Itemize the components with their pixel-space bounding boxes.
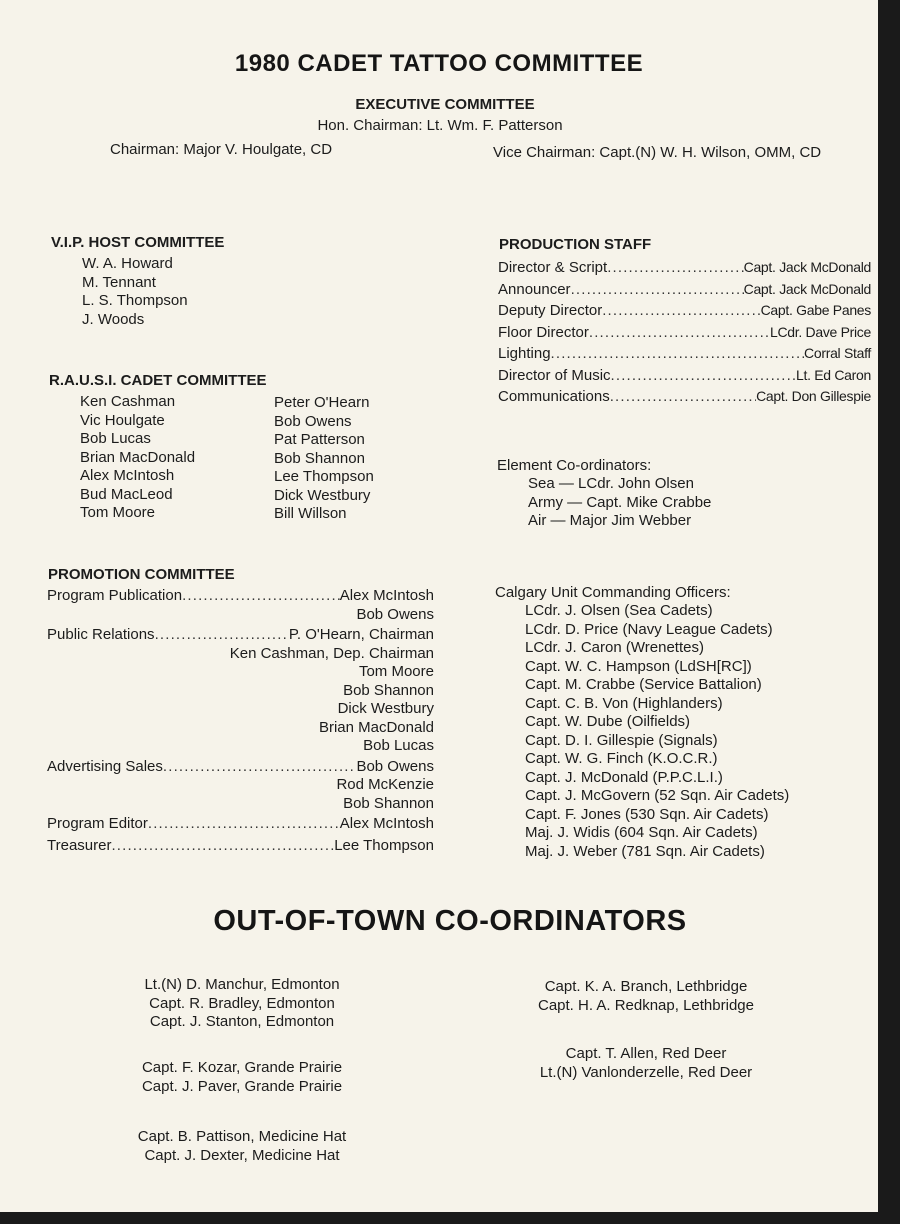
- calgary-officer: Capt. J. McGovern (52 Sqn. Air Cadets): [525, 787, 790, 804]
- rausi-member: Brian MacDonald: [80, 448, 196, 466]
- calgary-officer: Maj. J. Weber (781 Sqn. Air Cadets): [525, 842, 765, 860]
- rausi-member: Dick Westbury: [274, 486, 371, 504]
- out-of-town-heading: OUT-OF-TOWN CO-ORDINATORS: [213, 905, 687, 937]
- production-value: Capt. Jack McDonald: [743, 280, 871, 297]
- promotion-label: Program Editor: [47, 815, 148, 832]
- calgary-officer: LCdr. J. Caron (Wrenettes): [525, 639, 704, 656]
- vip-member: W. A. Howard: [82, 255, 173, 272]
- calgary-officer: Capt. J. McDonald (P.P.C.L.I.): [525, 768, 723, 786]
- chairman: Chairman: Major V. Houlgate, CD: [110, 141, 333, 158]
- coordinator: Lt.(N) Vanlonderzelle, Red Deer: [539, 1063, 753, 1081]
- production-label: Director & Script: [498, 259, 608, 276]
- promotion-value: Bob Shannon: [343, 681, 434, 699]
- calgary-officer: LCdr. D. Price (Navy League Cadets): [525, 620, 773, 638]
- coordinator: Capt. F. Kozar, Grande Prairie: [141, 1059, 343, 1076]
- calgary-list: [525, 602, 789, 861]
- production-label: Director of Music: [498, 366, 611, 384]
- rausi-member: Pat Patterson: [274, 431, 365, 448]
- dot-leader: [607, 257, 743, 279]
- production-list: [498, 257, 871, 408]
- calgary-heading: Calgary Unit Commanding Officers:: [495, 584, 731, 601]
- promotion-value: Ken Cashman, Dep. Chairman: [229, 644, 434, 662]
- promotion-label: Treasurer: [47, 836, 112, 854]
- rausi-member: Bob Owens: [274, 412, 352, 430]
- production-label: Announcer: [498, 280, 571, 298]
- rausi-member: Lee Thompson: [274, 468, 374, 485]
- calgary-officer: Maj. J. Widis (604 Sqn. Air Cadets): [525, 824, 758, 841]
- coordinator: Capt. J. Dexter, Medicine Hat: [144, 1146, 340, 1164]
- production-label: Deputy Director: [498, 302, 603, 319]
- medicine-hat-group: [92, 1128, 392, 1165]
- promotion-value: Alex McIntosh: [339, 815, 434, 832]
- rausi-member: Peter O'Hearn: [274, 394, 370, 411]
- page-title: 1980 CADET TATTOO COMMITTEE: [234, 50, 644, 77]
- red-deer-group: [496, 1045, 796, 1082]
- production-heading: PRODUCTION STAFF: [499, 236, 652, 253]
- rausi-member: Ken Cashman: [80, 393, 176, 410]
- rausi-heading: R.A.U.S.I. CADET COMMITTEE: [49, 372, 267, 389]
- vip-member: J. Woods: [82, 310, 145, 328]
- production-value: LCdr. Dave Price: [769, 323, 871, 340]
- production-row: [498, 322, 871, 344]
- dot-leader: [589, 322, 770, 344]
- production-row: [498, 365, 871, 387]
- dot-leader: [182, 587, 340, 606]
- elements-heading: Element Co-ordinators:: [497, 457, 652, 474]
- promotion-row: [47, 837, 434, 856]
- production-row: [498, 386, 871, 408]
- dot-leader: [610, 386, 756, 408]
- dot-leader: [551, 343, 805, 365]
- rausi-member: Bob Lucas: [80, 430, 151, 447]
- coordinator: Lt.(N) D. Manchur, Edmonton: [144, 976, 340, 993]
- calgary-officer: Capt. C. B. Von (Highlanders): [525, 694, 723, 712]
- promotion-row: [47, 626, 434, 645]
- calgary-officer: Capt. W. C. Hampson (LdSH[RC]): [525, 657, 752, 675]
- production-value: Lt. Ed Caron: [796, 366, 871, 383]
- promotion-value: Bob Owens: [356, 757, 434, 775]
- coordinator: Capt. K. A. Branch, Lethbridge: [544, 978, 748, 995]
- promotion-value: Rod McKenzie: [336, 776, 434, 793]
- coordinator: Capt. T. Allen, Red Deer: [565, 1045, 727, 1062]
- production-value: Capt. Don Gillespie: [756, 388, 871, 404]
- dot-leader: [111, 837, 334, 856]
- vip-members: [82, 255, 188, 329]
- hon-chairman: Hon. Chairman: Lt. Wm. F. Patterson: [317, 117, 563, 134]
- production-label: Lighting: [498, 345, 551, 362]
- grande-prairie-group: [92, 1059, 392, 1096]
- promotion-label: Public Relations: [47, 626, 155, 643]
- promotion-label: Program Publication: [47, 587, 183, 604]
- calgary-officer: Capt. D. I. Gillespie (Signals): [525, 731, 718, 749]
- coordinator: Capt. J. Stanton, Edmonton: [149, 1013, 335, 1030]
- promotion-value: Bob Lucas: [363, 737, 434, 754]
- executive-heading: EXECUTIVE COMMITTEE: [355, 96, 535, 113]
- dot-leader: [163, 758, 357, 777]
- calgary-officer: Capt. M. Crabbe (Service Battalion): [525, 676, 762, 693]
- vice-chairman: Vice Chairman: Capt.(N) W. H. Wilson, OMM, CD: [493, 144, 822, 161]
- promotion-heading: PROMOTION COMMITTEE: [48, 566, 235, 583]
- vip-member: M. Tennant: [82, 273, 156, 291]
- rausi-member: Bill Willson: [274, 505, 347, 522]
- calgary-officer: Capt. W. G. Finch (K.O.C.R.): [525, 750, 718, 767]
- rausi-member: Vic Houlgate: [80, 411, 165, 429]
- dot-leader: [571, 279, 744, 301]
- edmonton-group: [92, 976, 392, 1032]
- coordinator: Capt. R. Bradley, Edmonton: [149, 994, 335, 1012]
- production-row: [498, 279, 871, 301]
- production-row: [498, 343, 871, 365]
- rausi-col1: [80, 393, 195, 523]
- dot-leader: [611, 365, 796, 387]
- promotion-row: [47, 815, 434, 834]
- rausi-member: Tom Moore: [80, 504, 156, 521]
- rausi-col2: [274, 394, 374, 524]
- production-row: [498, 300, 871, 322]
- production-row: [498, 257, 871, 279]
- element-coordinator: Sea — LCdr. John Olsen: [528, 475, 694, 492]
- production-label: Communications: [498, 388, 610, 405]
- rausi-member: Alex McIntosh: [80, 467, 175, 484]
- promotion-value: Alex McIntosh: [339, 587, 434, 604]
- coordinator: Capt. B. Pattison, Medicine Hat: [137, 1128, 347, 1145]
- promotion-value: Tom Moore: [358, 663, 434, 680]
- promotion-value: Lee Thompson: [334, 836, 434, 854]
- promotion-row: [47, 758, 434, 777]
- promotion-label: Advertising Sales: [47, 757, 163, 775]
- promotion-row: [47, 587, 434, 606]
- promotion-value: P. O'Hearn, Chairman: [288, 626, 434, 643]
- element-coordinator: Army — Capt. Mike Crabbe: [528, 493, 712, 511]
- coordinator: Capt. J. Paver, Grande Prairie: [141, 1077, 343, 1095]
- rausi-member: Bob Shannon: [274, 449, 365, 467]
- promotion-list: [47, 587, 434, 855]
- rausi-member: Bud MacLeod: [80, 485, 173, 503]
- production-label: Floor Director: [498, 323, 589, 341]
- calgary-officer: Capt. W. Dube (Oilfields): [525, 713, 691, 730]
- promotion-value: Bob Owens: [356, 605, 434, 623]
- promotion-value: Brian MacDonald: [318, 718, 434, 736]
- vip-heading: V.I.P. HOST COMMITTEE: [51, 234, 225, 251]
- promotion-value: Dick Westbury: [337, 700, 434, 717]
- element-coordinator: Air — Major Jim Webber: [528, 512, 692, 529]
- elements-list: [528, 475, 711, 531]
- coordinator: Capt. H. A. Redknap, Lethbridge: [538, 996, 754, 1014]
- calgary-officer: LCdr. J. Olsen (Sea Cadets): [525, 602, 713, 619]
- dot-leader: [155, 626, 289, 645]
- lethbridge-group: [496, 978, 796, 1015]
- production-value: Capt. Jack McDonald: [743, 259, 871, 275]
- vip-member: L. S. Thompson: [82, 292, 188, 309]
- calgary-officer: Capt. F. Jones (530 Sqn. Air Cadets): [525, 805, 769, 823]
- production-value: Capt. Gabe Panes: [760, 302, 871, 318]
- promotion-value: Bob Shannon: [343, 794, 434, 812]
- production-value: Corral Staff: [804, 345, 871, 361]
- dot-leader: [148, 815, 340, 834]
- dot-leader: [602, 300, 760, 322]
